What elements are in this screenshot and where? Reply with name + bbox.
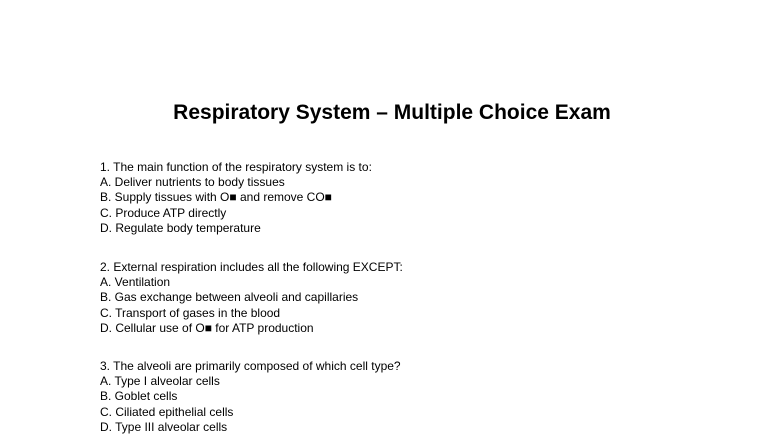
answer-option-a: A. Deliver nutrients to body tissues bbox=[100, 175, 285, 190]
answer-option-c: C. Transport of gases in the blood bbox=[100, 305, 281, 320]
answer-option-a: A. Ventilation bbox=[100, 275, 171, 290]
question-1 bbox=[100, 160, 700, 236]
question-3 bbox=[100, 359, 700, 435]
answer-option-d: D. Cellular use of O■ for ATP production bbox=[100, 320, 314, 335]
question-prompt: 1. The main function of the respiratory system is to: bbox=[100, 160, 372, 174]
answer-option-d: D. Type III alveolar cells bbox=[100, 419, 228, 434]
answer-option-c: C. Ciliated epithelial cells bbox=[100, 404, 234, 419]
answer-option-b: B. Gas exchange between alveoli and capillaries bbox=[100, 290, 359, 305]
question-prompt: 2. External respiration includes all the following EXCEPT: bbox=[100, 260, 403, 274]
question-prompt: 3. The alveoli are primarily composed of which cell type? bbox=[100, 359, 401, 373]
answer-option-b: B. Goblet cells bbox=[100, 389, 178, 404]
page-title: Respiratory System – Multiple Choice Exam bbox=[173, 101, 611, 124]
answer-option-a: A. Type I alveolar cells bbox=[100, 374, 220, 389]
answer-option-b: B. Supply tissues with O■ and remove CO■ bbox=[100, 190, 332, 205]
answer-option-c: C. Produce ATP directly bbox=[100, 205, 227, 220]
answer-option-d: D. Regulate body temperature bbox=[100, 220, 261, 235]
question-2 bbox=[100, 260, 700, 336]
